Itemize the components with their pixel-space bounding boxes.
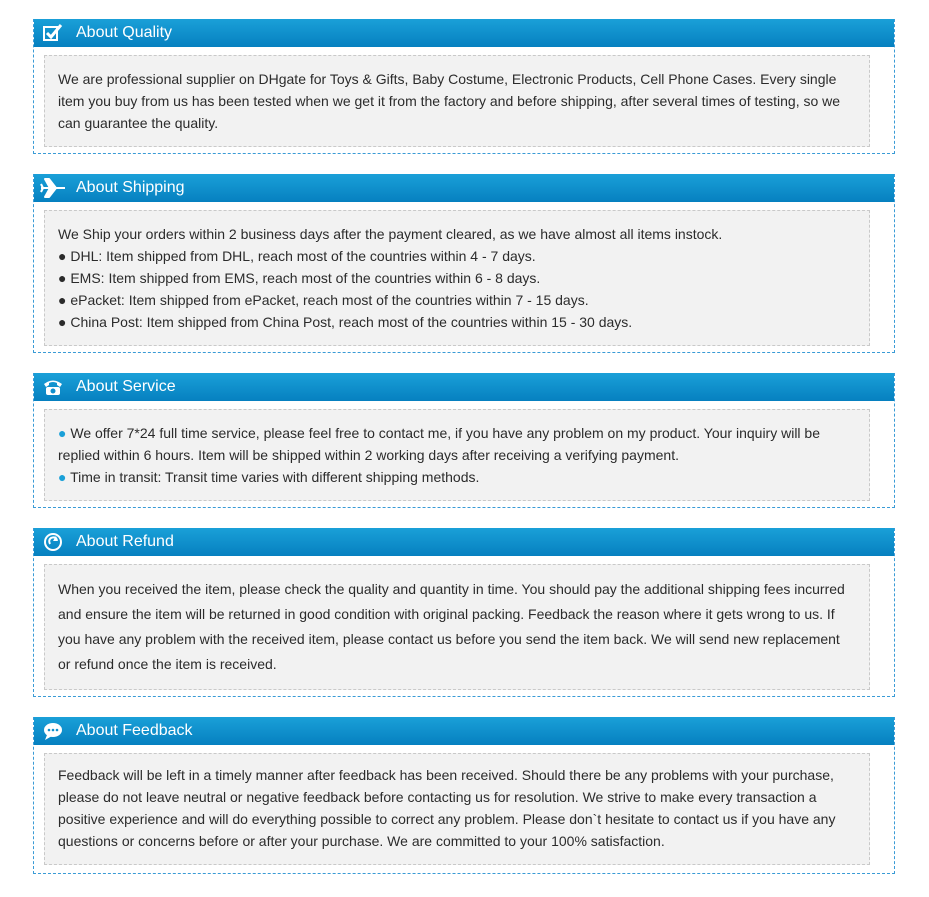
service-item-2 [58,466,856,488]
about-quality-text: We are professional supplier on DHgate for Toys & Gifts, Baby Costume, Electronic Products, Cell Phone Cases. Every single item you buy from us has been tested when we get it from the factory and before shipping, after several times of testing, so we can guarantee the quality. [58,71,841,131]
about-feedback-title: About Feedback [76,722,193,739]
about-shipping-title: About Shipping [76,179,185,196]
about-refund-header [34,528,894,556]
service-item-1-text: We offer 7*24 full time service, please feel free to contact me, if you have any problem on my product. Your inquiry will be replied within 6 hours. Item will be shipped within 2 working days after receiving a verifying payment. [58,425,821,463]
about-shipping-section [33,174,895,353]
about-feedback-text: Feedback will be left in a timely manner after feedback has been received. Should there be any problems with your purchase, please do not leave neutral or negative feedback before contacting us for resolution. We strive to make every transaction a positive experience and will do everything possible to correct any problem. Please don`t hesitate to contact us if you have any questions or concerns before or after your purchase. We are committed to your 100% satisfaction. [58,767,836,849]
shipping-item-epacket: ● ePacket: Item shipped from ePacket, reach most of the countries within 7 - 15 days. [58,292,589,308]
about-refund-text: When you received the item, please check the quality and quantity in time. You should pay the additional shipping fees incurred and ensure the item will be returned in good condition with original packing. Feedback the reason where it gets wrong to us. If you have any problem with the received item, please contact us before you send the item back. We will send new replacement or refund once the item is received. [58,581,845,672]
about-refund-title: About Refund [76,533,174,550]
about-service-section [33,373,895,508]
service-item-1 [58,422,856,466]
about-service-content [44,409,870,501]
about-service-header [34,373,894,401]
about-feedback-content [44,753,870,865]
service-bullet: ● [58,425,67,441]
chat-bubble-icon [42,721,64,741]
checkbox-icon [42,23,64,43]
about-shipping-header [34,174,894,202]
about-shipping-content [44,210,870,346]
service-bullet: ● [58,469,67,485]
about-refund-content [44,564,870,690]
about-feedback-section [33,717,895,874]
shipping-item-dhl: ● DHL: Item shipped from DHL, reach most of the countries within 4 - 7 days. [58,248,536,264]
shipping-item-china-post: ● China Post: Item shipped from China Post, reach most of the countries within 15 - 30 days. [58,314,633,330]
shipping-item-ems: ● EMS: Item shipped from EMS, reach most of the countries within 6 - 8 days. [58,270,541,286]
service-item-2-text: Time in transit: Transit time varies with different shipping methods. [70,469,480,485]
shipping-intro: We Ship your orders within 2 business days after the payment cleared, as we have almost all items instock. [58,226,723,242]
about-quality-header [34,19,894,47]
about-quality-section [33,19,895,154]
about-quality-content [44,55,870,147]
about-refund-section [33,528,895,697]
about-service-title: About Service [76,378,176,395]
refund-arrow-icon [42,532,64,552]
airplane-icon [42,178,64,198]
phone-icon [42,377,64,397]
about-quality-title: About Quality [76,24,173,41]
about-feedback-header [34,717,894,745]
